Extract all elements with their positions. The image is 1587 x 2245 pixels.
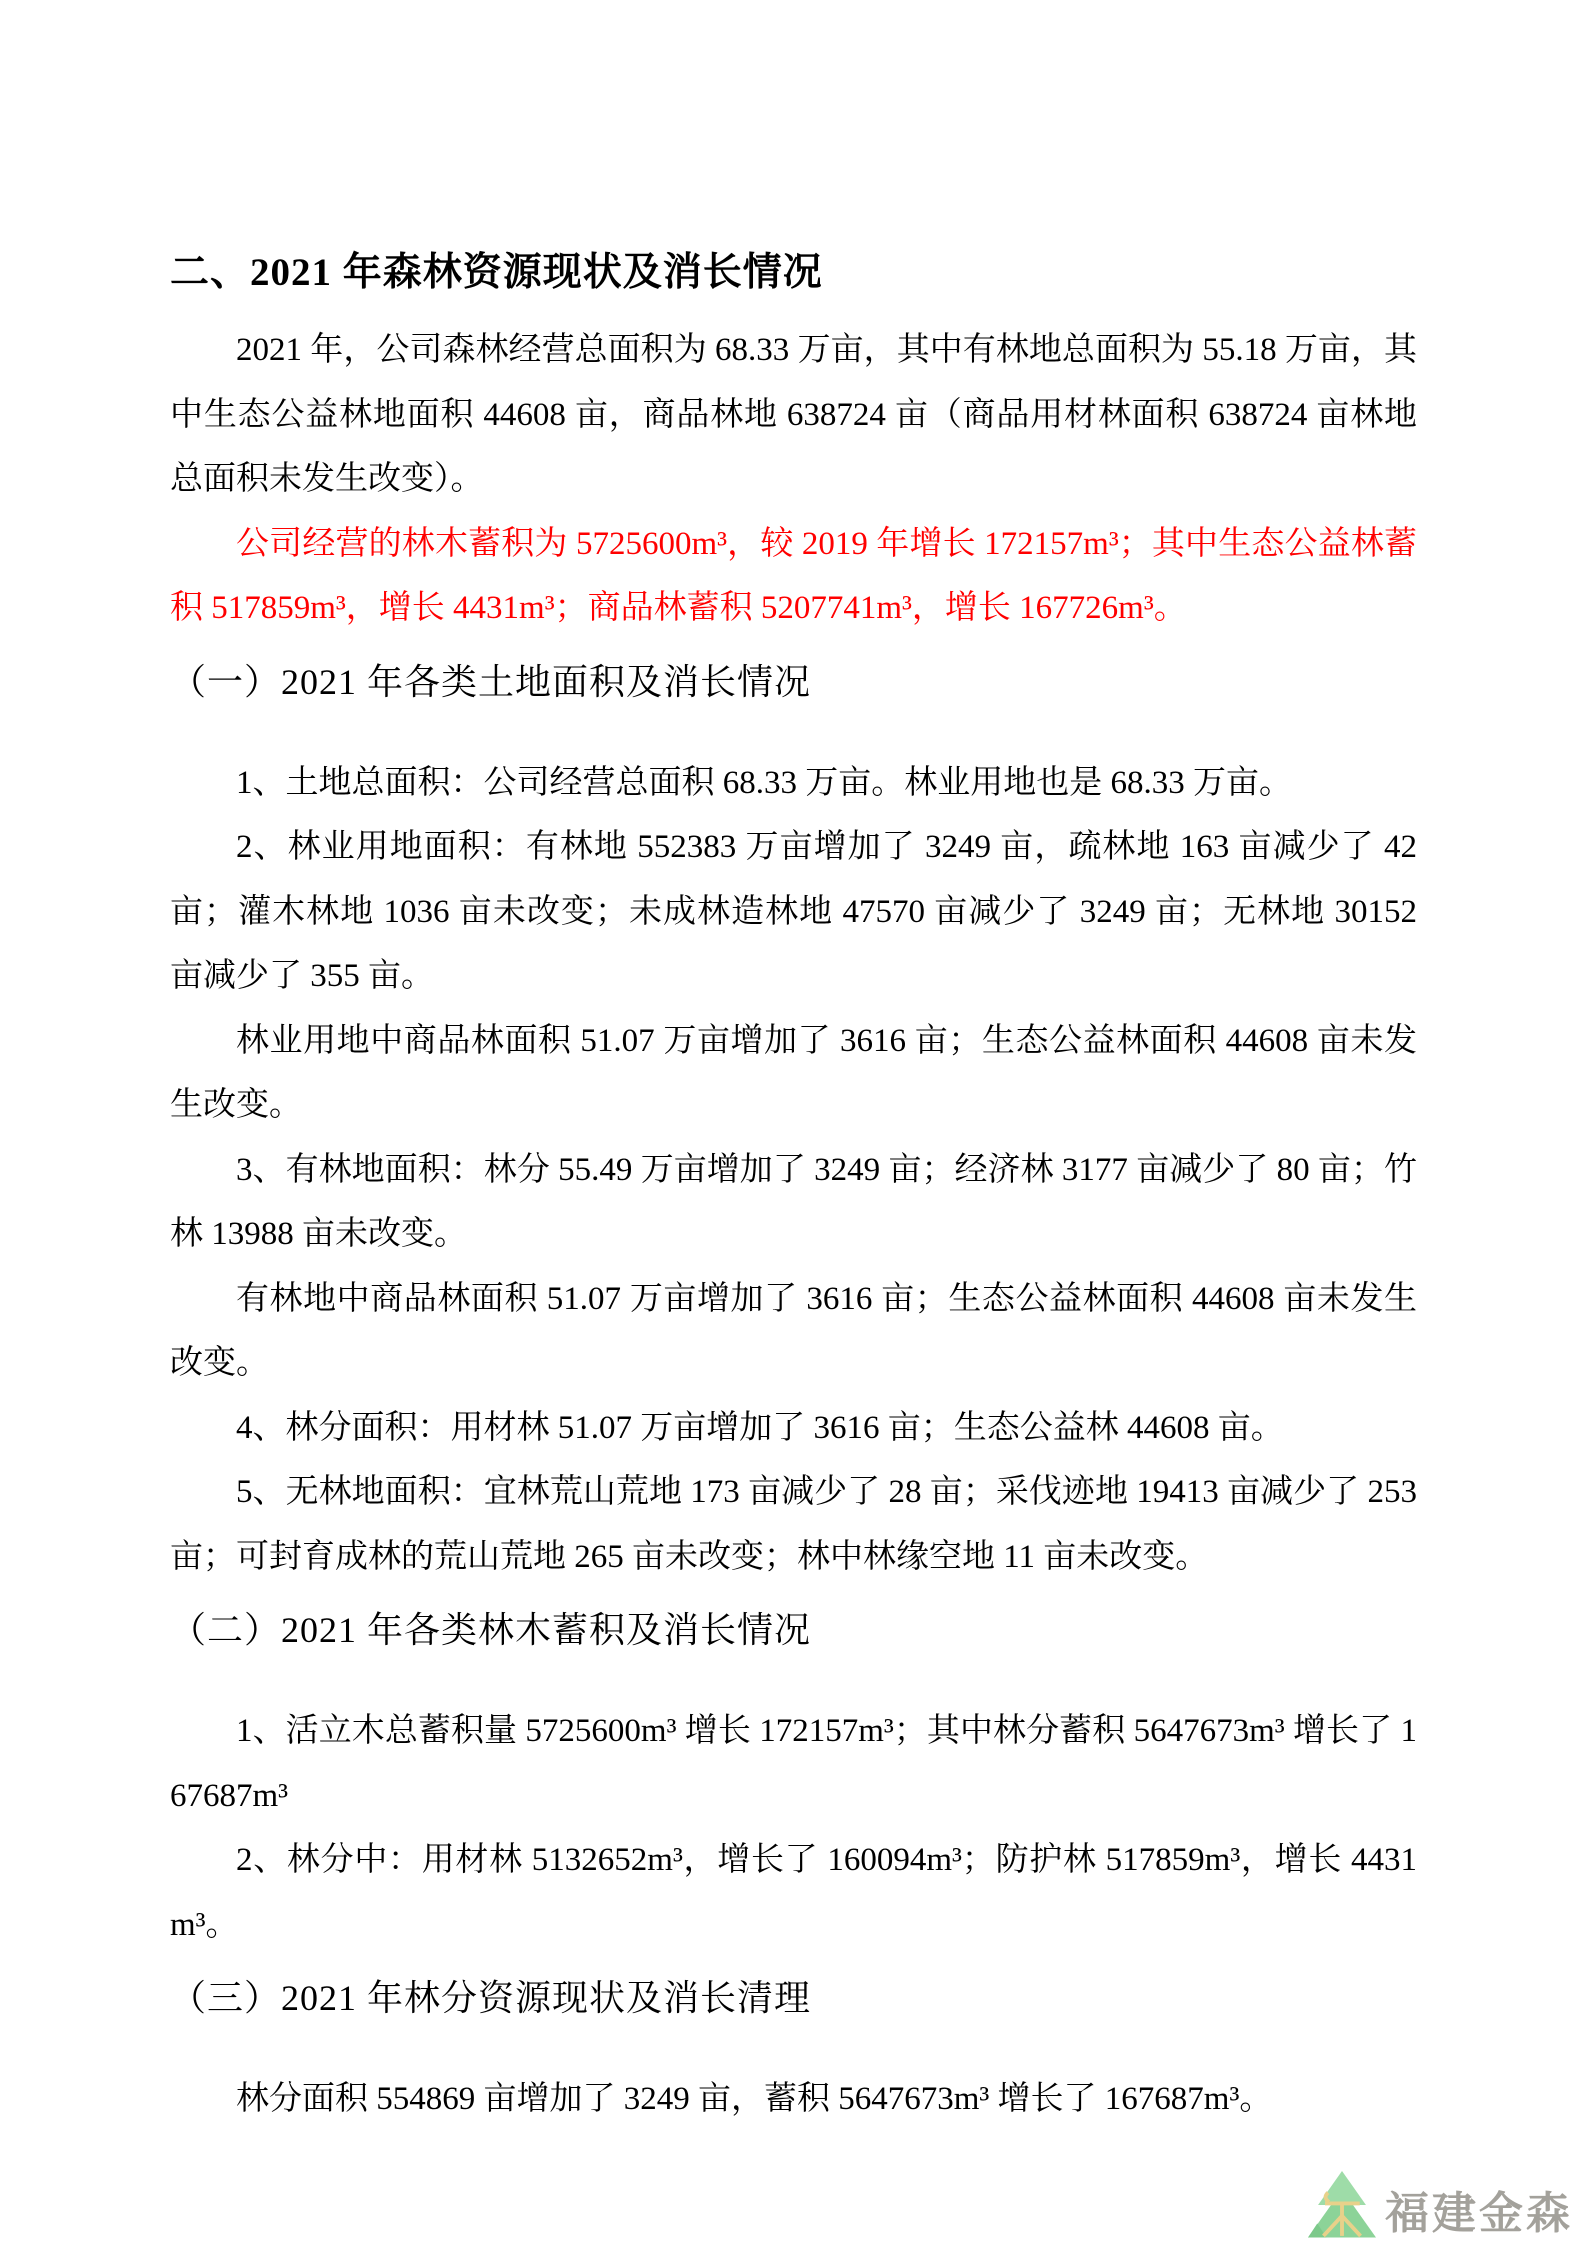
main-section-heading: 二、2021 年森林资源现状及消长情况	[170, 251, 823, 294]
paragraph-forestry-land-detail: 林业用地中商品林面积 51.07 万亩增加了 3616 亩；生态公益林面积 44608 亩未发生改变。	[170, 1022, 1417, 1123]
paragraph-nonforest-area: 5、无林地面积：宜林荒山荒地 173 亩减少了 28 亩；采伐迹地 19413 亩减少了 253 亩；可封育成林的荒山荒地 265 亩未改变；林中林缘空地 11 亩未改变。	[170, 1474, 1417, 1575]
paragraph-forested-land: 3、有林地面积：林分 55.49 万亩增加了 3249 亩；经济林 3177 亩减少了 80 亩；竹林 13988 亩未改变。	[170, 1151, 1417, 1252]
paragraph-stand-volume-detail: 2、林分中：用材林 5132652m³，增长了 160094m³；防护林 517859m³，增长 4431m³。	[170, 1842, 1417, 1943]
intro-paragraph-red: 公司经营的林木蓄积为 5725600m³，较 2019 年增长 172157m³；其中生态公益林蓄积 517859m³，增长 4431m³；商品林蓄积 5207741m³，增长 167726m³。	[170, 525, 1417, 626]
subsection-heading-2: （二）2021 年各类林木蓄积及消长情况	[170, 1610, 812, 1650]
subsection-heading-3: （三）2021 年林分资源现状及消长清理	[170, 1978, 812, 2018]
intro-paragraph: 2021 年，公司森林经营总面积为 68.33 万亩，其中有林地总面积为 55.18 万亩，其中生态公益林地面积 44608 亩，商品林地 638724 亩（商品用材林面积 638724 亩林地总面积未发生改变）。	[170, 332, 1417, 497]
paragraph-forested-land-detail: 有林地中商品林面积 51.07 万亩增加了 3616 亩；生态公益林面积 44608 亩未发生改变。	[170, 1280, 1417, 1381]
company-logo	[1303, 2171, 1573, 2239]
paragraph-standing-volume: 1、活立木总蓄积量 5725600m³ 增长 172157m³；其中林分蓄积 5647673m³ 增长了 167687m³	[170, 1713, 1417, 1814]
paragraph-stand-summary: 林分面积 554869 亩增加了 3249 亩，蓄积 5647673m³ 增长了 167687m³。	[236, 2081, 1273, 2117]
paragraph-stand-area: 4、林分面积：用材林 51.07 万亩增加了 3616 亩；生态公益林 44608 亩。	[236, 1409, 1284, 1446]
subsection-heading-1: （一）2021 年各类土地面积及消长情况	[170, 661, 812, 702]
document-page	[170, 248, 1417, 2132]
company-name: 福建金森	[1385, 2189, 1573, 2238]
paragraph-forestry-land: 2、林业用地面积：有林地 552383 万亩增加了 3249 亩，疏林地 163 亩减少了 42 亩；灌木林地 1036 亩未改变；未成林造林地 47570 亩减少了 3249 亩；无林地 30152 亩减少了 355 亩。	[170, 829, 1417, 994]
pine-tree-icon	[1303, 2171, 1381, 2239]
paragraph-land-total: 1、土地总面积：公司经营总面积 68.33 万亩。林业用地也是 68.33 万亩。	[236, 764, 1292, 801]
